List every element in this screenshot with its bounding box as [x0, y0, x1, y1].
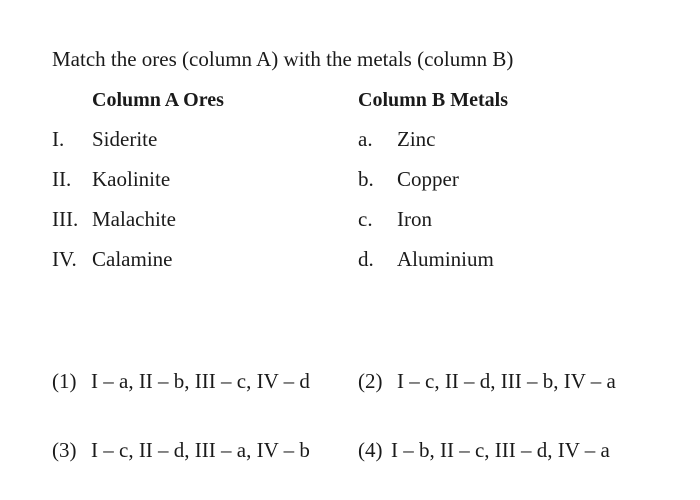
column-b-header: Column B Metals	[358, 89, 508, 111]
column-a-numeral: III.	[52, 207, 79, 231]
column-a-numeral: I.	[52, 127, 65, 151]
column-b-metal: Aluminium	[397, 247, 494, 271]
column-a-numeral: II.	[52, 167, 72, 191]
option-text: I – b, II – c, III – d, IV – a	[391, 438, 610, 462]
option-text: I – c, II – d, III – b, IV – a	[397, 369, 616, 393]
column-a-ore: Calamine	[92, 247, 173, 271]
option-label: (2)	[358, 369, 383, 393]
column-a-ore: Siderite	[92, 127, 158, 151]
option-text: I – a, II – b, III – c, IV – d	[91, 369, 310, 393]
option-text: I – c, II – d, III – a, IV – b	[91, 438, 310, 462]
column-a-ore: Malachite	[92, 207, 176, 231]
column-b-letter: b.	[358, 167, 374, 191]
column-b-letter: c.	[358, 207, 373, 231]
column-a-ore: Kaolinite	[92, 167, 171, 191]
column-b-metal: Copper	[397, 167, 459, 191]
column-b-metal: Iron	[397, 207, 432, 231]
question-prompt: Match the ores (column A) with the metals (column B)	[52, 47, 514, 71]
column-b-metal: Zinc	[397, 127, 436, 151]
option-label: (1)	[52, 369, 77, 393]
column-a-header: Column A Ores	[92, 89, 224, 111]
column-a-numeral: IV.	[52, 247, 77, 271]
option-label: (4)	[358, 438, 383, 462]
option-label: (3)	[52, 438, 77, 462]
column-b-letter: a.	[358, 127, 373, 151]
column-b-letter: d.	[358, 247, 374, 271]
